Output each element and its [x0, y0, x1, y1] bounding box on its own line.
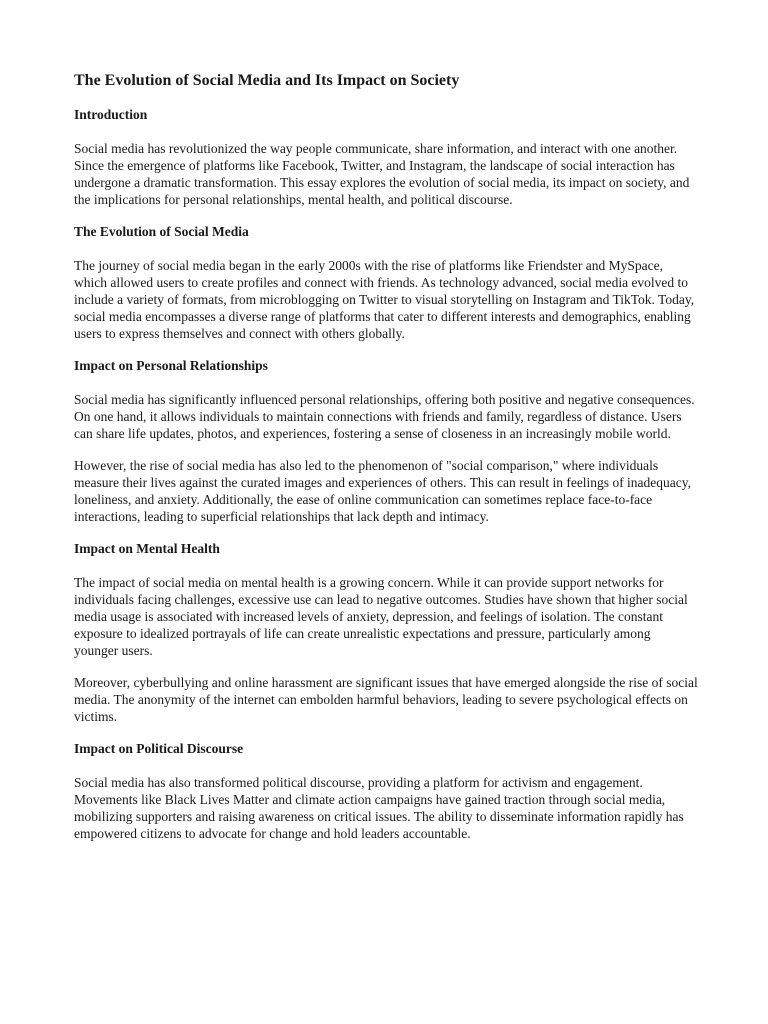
section-heading-political: Impact on Political Discourse [74, 741, 244, 756]
paragraph-mental-health-2: Moreover, cyberbullying and online harassment are significant issues that have emerged alongside the rise of social media. The anonymity of the internet can embolden harmful behaviors, leading to severe psychological effects on victims. [74, 675, 698, 724]
paragraph-mental-health-1: The impact of social media on mental health is a growing concern. While it can provide support networks for individuals facing challenges, excessive use can lead to negative outcomes. Studies have shown that higher social media usage is associated with increased levels of anxiety, depression, and feelings of isolation. The constant exposure to idealized portrayals of life can create unrealistic expectations and pressure, particularly among younger users. [74, 575, 688, 658]
section-heading-mental-health: Impact on Mental Health [74, 541, 220, 556]
section-heading-relationships: Impact on Personal Relationships [74, 358, 268, 373]
paragraph-introduction-1: Social media has revolutionized the way people communicate, share information, and interact with one another. Since the emergence of platforms like Facebook, Twitter, and Instagram, the landscape of social interaction has undergone a dramatic transformation. This essay explores the evolution of social media, its impact on society, and the implications for personal relationships, mental health, and political discourse. [74, 141, 690, 207]
paragraph-evolution-1: The journey of social media began in the early 2000s with the rise of platforms like Friendster and MySpace, which allowed users to create profiles and connect with friends. As technology advanced, social media evolved to include a variety of formats, from microblogging on Twitter to visual storytelling on Instagram and TikTok. Today, social media encompasses a diverse range of platforms that cater to different interests and demographics, enabling users to express themselves and connect with others globally. [74, 258, 695, 341]
paragraph-relationships-2: However, the rise of social media has also led to the phenomenon of "social comparison," where individuals measure their lives against the curated images and experiences of others. This can result in feelings of inadequacy, loneliness, and anxiety. Additionally, the ease of online communication can sometimes replace face-to-face interactions, leading to superficial relationships that lack depth and intimacy. [74, 458, 692, 524]
document-page [74, 70, 698, 857]
section-heading-evolution: The Evolution of Social Media [74, 224, 249, 239]
paragraph-relationships-1: Social media has significantly influenced personal relationships, offering both positive and negative consequences. On one hand, it allows individuals to maintain connections with friends and family, regardless of distance. Users can share life updates, photos, and experiences, fostering a sense of closeness in an increasingly mobile world. [74, 392, 695, 441]
document-title: The Evolution of Social Media and Its Impact on Society [74, 72, 460, 89]
paragraph-political-1: Social media has also transformed political discourse, providing a platform for activism and engagement. Movements like Black Lives Matter and climate action campaigns have gained traction through social media, mobilizing supporters and raising awareness on critical issues. The ability to disseminate information rapidly has empowered citizens to advocate for change and hold leaders accountable. [74, 775, 684, 841]
section-heading-introduction: Introduction [74, 107, 148, 122]
